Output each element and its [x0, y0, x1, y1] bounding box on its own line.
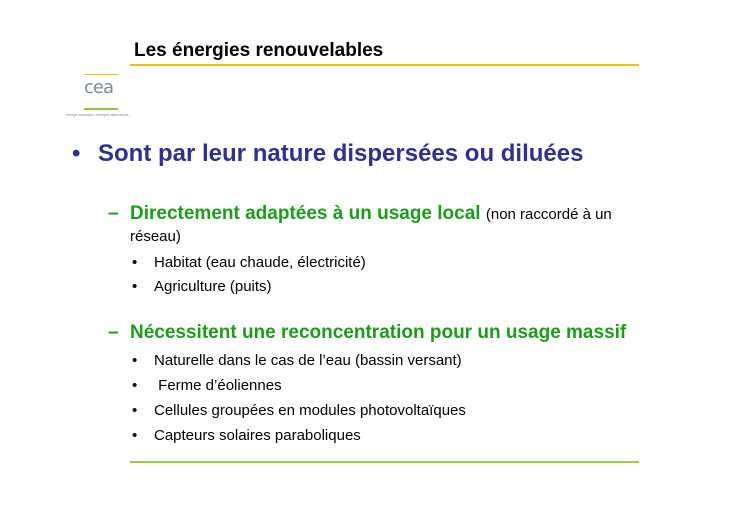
bullet-dot-icon: •	[132, 377, 138, 394]
list-item-text: Agriculture (puits)	[154, 278, 272, 295]
logo-wordmark: cea	[84, 77, 114, 98]
main-bullet	[72, 140, 583, 168]
bullet-dot-icon: •	[132, 402, 138, 419]
list-item-text: Ferme d’éoliennes	[154, 377, 282, 394]
list-item	[132, 254, 366, 271]
slide-title: Les énergies renouvelables	[134, 40, 384, 61]
section1-heading-text: Directement adaptées à un usage local	[130, 203, 481, 224]
section1-note-cont: réseau)	[130, 228, 181, 245]
list-item-text: Habitat (eau chaude, électricité)	[154, 254, 366, 271]
list-item-text: Naturelle dans le cas de l’eau (bassin versant)	[154, 352, 462, 369]
bullet-dot-icon: •	[72, 140, 81, 167]
section2-heading-text: Nécessitent une reconcentration pour un usage massif	[130, 322, 627, 343]
logo-tagline: énergie atomique • énergies alternatives	[66, 113, 129, 117]
main-bullet-text: Sont par leur nature dispersées ou diluées	[98, 140, 584, 167]
list-item	[132, 352, 462, 369]
list-item	[132, 278, 272, 295]
section1-note: (non raccordé à un	[485, 206, 612, 223]
bullet-dot-icon: •	[132, 427, 138, 444]
list-item-text: Cellules groupées en modules photovoltaïques	[154, 402, 466, 419]
cea-logo	[66, 72, 130, 122]
logo-bottom-bar	[84, 108, 118, 110]
bottom-rule	[130, 461, 639, 463]
list-item-text: Capteurs solaires paraboliques	[154, 427, 361, 444]
list-item	[132, 377, 282, 394]
dash-icon: –	[108, 203, 119, 224]
bullet-dot-icon: •	[132, 278, 138, 295]
section2-heading	[108, 322, 626, 344]
title-underline	[130, 64, 639, 66]
list-item	[132, 402, 466, 419]
dash-icon: –	[108, 322, 119, 343]
logo-top-bar	[84, 74, 118, 75]
bullet-dot-icon: •	[132, 254, 138, 271]
list-item	[132, 427, 361, 444]
bullet-dot-icon: •	[132, 352, 138, 369]
section1-heading	[108, 203, 612, 225]
